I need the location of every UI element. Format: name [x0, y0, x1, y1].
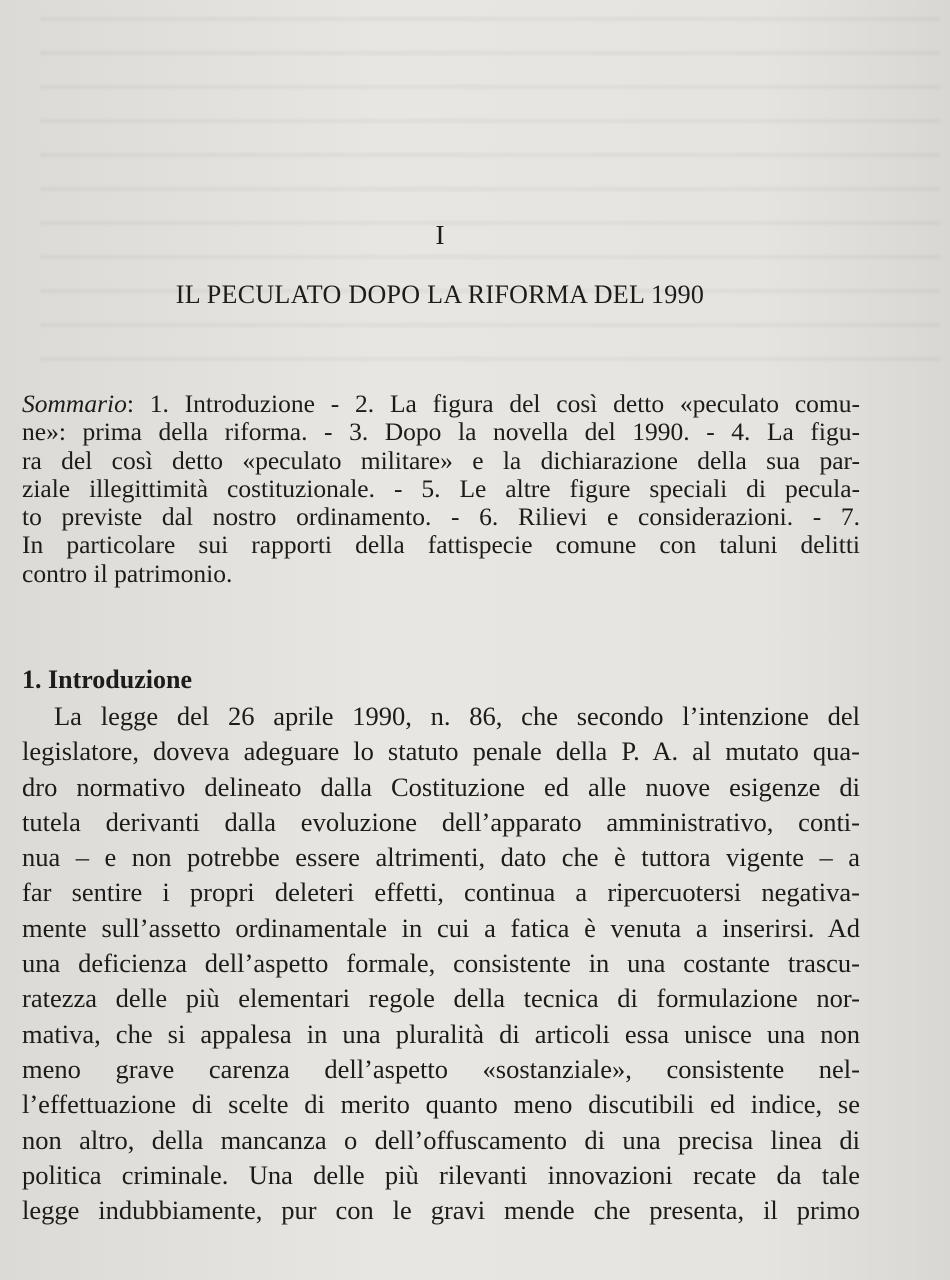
summary-line: to previste dal nostro ordinamento. - 6. Rilievi e considerazioni. - 7.: [22, 502, 860, 532]
chapter-title: IL PECULATO DOPO LA RIFORMA DEL 1990: [175, 280, 705, 309]
body-paragraph: [22, 699, 860, 1228]
body-line: mativa, che si appalesa in una pluralità di articoli essa unisce una non: [22, 1018, 860, 1049]
body-line: nua – e non potrebbe essere altrimenti, dato che è tuttora vigente – a: [22, 842, 860, 873]
summary-line: contro il patrimonio.: [22, 558, 233, 588]
body-line: una deficienza dell’aspetto formale, consistente in una costante trascu-: [22, 948, 860, 979]
body-line: La legge del 26 aprile 1990, n. 86, che secondo l’intenzione del: [54, 701, 860, 731]
summary-line: ne»: prima della riforma. - 3. Dopo la novella del 1990. - 4. La figu-: [22, 417, 860, 447]
summary-line: ziale illegittimità costituzionale. - 5. Le altre figure speciali di pecula-: [22, 473, 860, 503]
body-line: l’effettuazione di scelte di merito quanto meno discutibili ed indice, se: [22, 1089, 860, 1120]
summary-line: Sommario: 1. Introduzione - 2. La figura del così detto «peculato comu-: [22, 389, 860, 418]
section-heading: 1. Introduzione: [22, 665, 192, 694]
body-line: tutela derivanti dalla evoluzione dell’apparato amministrativo, conti-: [22, 806, 860, 837]
body-line: ratezza delle più elementari regole della tecnica di formulazione nor-: [22, 983, 860, 1014]
summary-line: ra del così detto «peculato militare» e la dichiarazione della sua par-: [22, 445, 860, 475]
body-line: politica criminale. Una delle più rilevanti innovazioni recate da tale: [22, 1159, 860, 1190]
body-line: mente sull’assetto ordinamentale in cui a fatica è venuta a inserirsi. Ad: [22, 912, 860, 943]
chapter-number: I: [435, 220, 445, 250]
body-line: legge indubbiamente, pur con le gravi mende che presenta, il primo: [22, 1195, 860, 1226]
body-line: non altro, della mancanza o dell’offuscamento di una precisa linea di: [22, 1124, 860, 1155]
body-line: meno grave carenza dell’aspetto «sostanziale», consistente nel-: [22, 1053, 860, 1084]
summary-line: In particolare sui rapporti della fattispecie comune con taluni delitti: [22, 530, 860, 560]
summary-label: Sommario: [22, 389, 127, 418]
chapter-summary: [22, 390, 860, 588]
body-line: far sentire i propri deleteri effetti, continua a ripercuotersi negativa-: [22, 877, 860, 908]
body-line: dro normativo delineato dalla Costituzione ed alle nuove esigenze di: [22, 771, 860, 802]
body-line: legislatore, doveva adeguare lo statuto penale della P. A. al mutato qua-: [22, 736, 860, 767]
